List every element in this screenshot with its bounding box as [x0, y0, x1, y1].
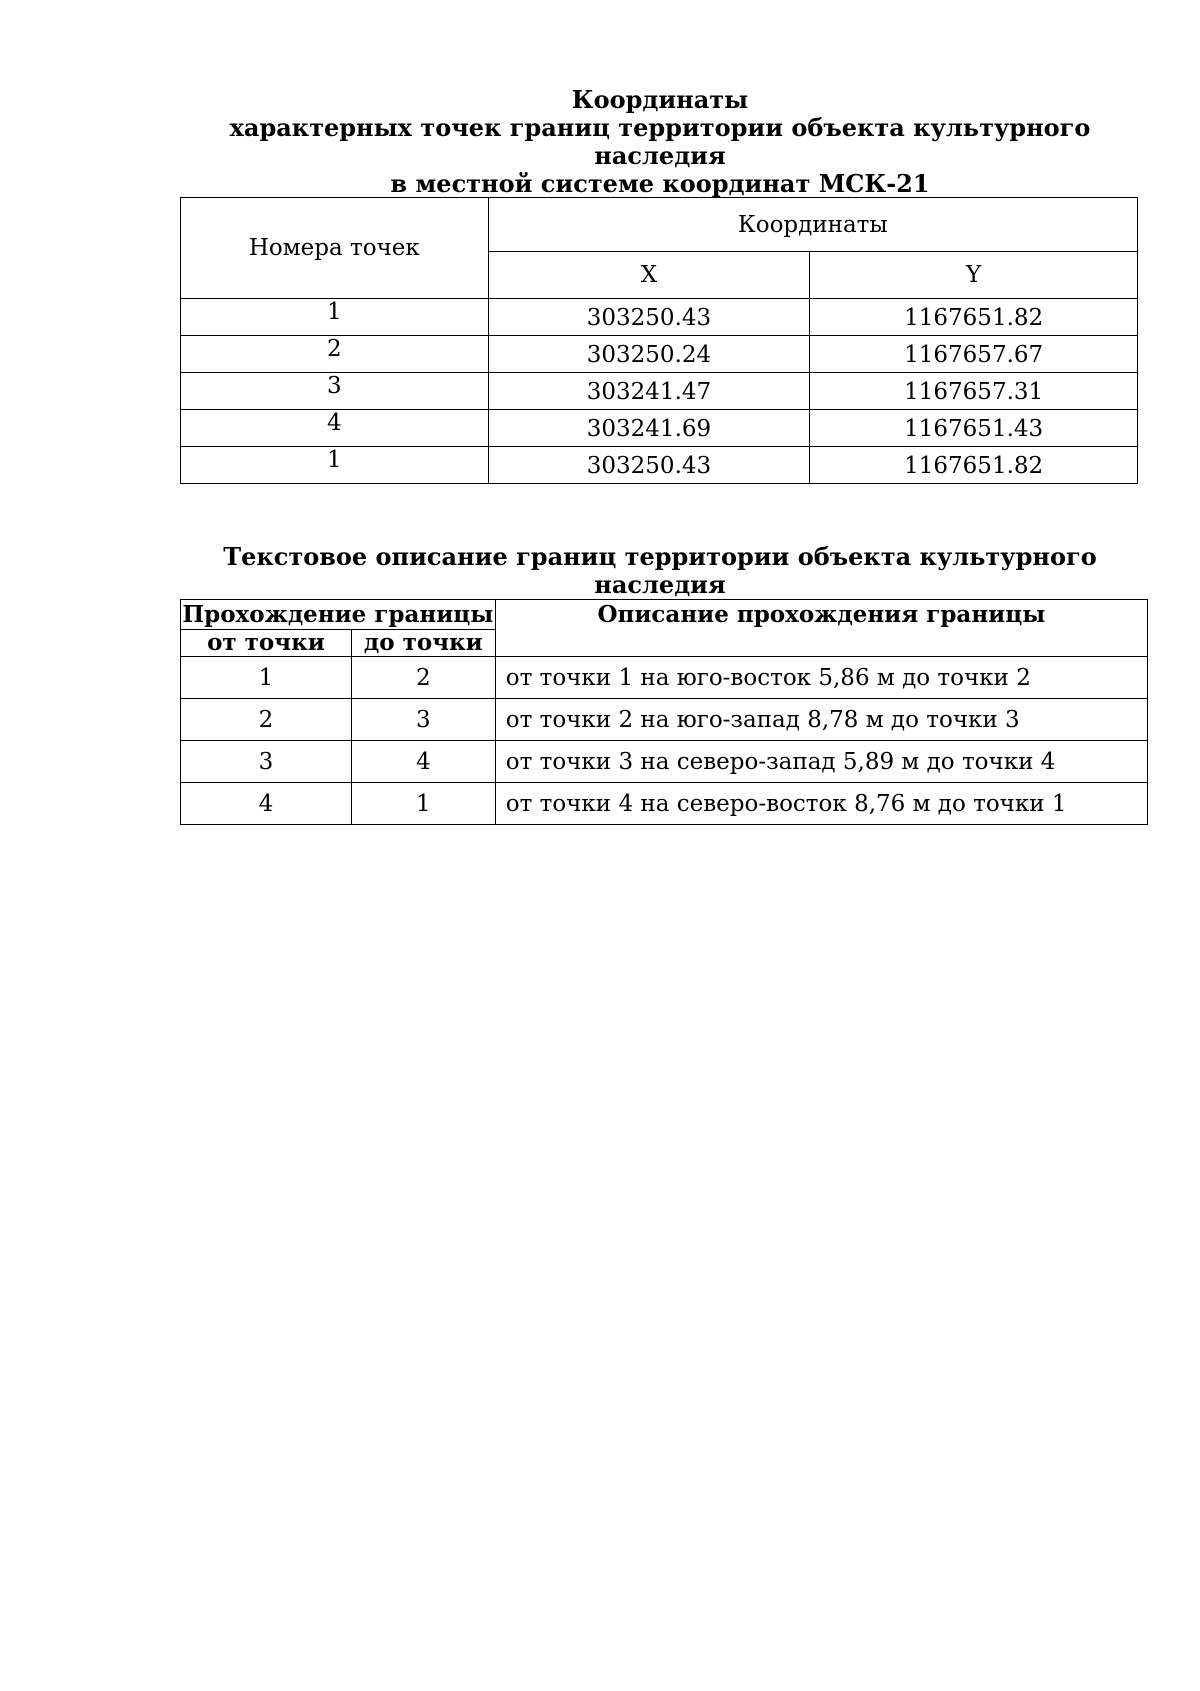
coord-x: 303250.43	[488, 447, 810, 484]
to-point: 4	[351, 741, 495, 783]
coord-y: 1167651.43	[810, 410, 1138, 447]
point-number: 2	[181, 336, 489, 373]
coord-x: 303250.24	[488, 336, 810, 373]
table-row	[181, 373, 1138, 410]
from-point: 2	[181, 699, 352, 741]
point-number: 1	[181, 447, 489, 484]
header-passage-description: Описание прохождения границы	[495, 600, 1147, 657]
title-line-3: в местной системе координат МСК-21	[390, 169, 930, 198]
table-row	[181, 299, 1138, 336]
table-row	[181, 699, 1148, 741]
title-line-1: Координаты	[571, 85, 749, 114]
header-to-point: до точки	[351, 630, 495, 657]
table-row	[181, 336, 1138, 373]
table-row	[181, 410, 1138, 447]
coord-x: 303250.43	[488, 299, 810, 336]
coord-x: 303241.47	[488, 373, 810, 410]
section-title-description: Текстовое описание границ территории объекта культурного наследия	[223, 542, 1097, 599]
from-point: 1	[181, 657, 352, 699]
coord-y: 1167651.82	[810, 299, 1138, 336]
header-point-numbers: Номера точек	[181, 198, 489, 299]
table-row	[181, 657, 1148, 699]
coord-y: 1167657.31	[810, 373, 1138, 410]
coord-y: 1167651.82	[810, 447, 1138, 484]
table-row	[181, 741, 1148, 783]
point-number: 1	[181, 299, 489, 336]
passage-description: от точки 4 на северо-восток 8,76 м до точки 1	[495, 783, 1147, 825]
to-point: 1	[351, 783, 495, 825]
point-number: 4	[181, 410, 489, 447]
header-coordinates: Координаты	[488, 198, 1137, 252]
table-row	[181, 447, 1138, 484]
header-x: X	[488, 252, 810, 299]
document-title	[180, 86, 1140, 198]
from-point: 3	[181, 741, 352, 783]
from-point: 4	[181, 783, 352, 825]
table-row	[181, 783, 1148, 825]
title-line-2: характерных точек границ территории объекта культурного наследия	[229, 113, 1091, 170]
point-number: 3	[181, 373, 489, 410]
header-boundary-passage: Прохождение границы	[182, 600, 494, 628]
coord-y: 1167657.67	[810, 336, 1138, 373]
header-y: Y	[810, 252, 1138, 299]
to-point: 3	[351, 699, 495, 741]
passage-description: от точки 3 на северо-запад 5,89 м до точки 4	[495, 741, 1147, 783]
header-from-point: от точки	[181, 630, 352, 657]
passage-description: от точки 1 на юго-восток 5,86 м до точки 2	[495, 657, 1147, 699]
coord-x: 303241.69	[488, 410, 810, 447]
to-point: 2	[351, 657, 495, 699]
passage-description: от точки 2 на юго-запад 8,78 м до точки 3	[495, 699, 1147, 741]
boundary-description-table	[180, 599, 1148, 825]
coordinates-table	[180, 197, 1138, 484]
